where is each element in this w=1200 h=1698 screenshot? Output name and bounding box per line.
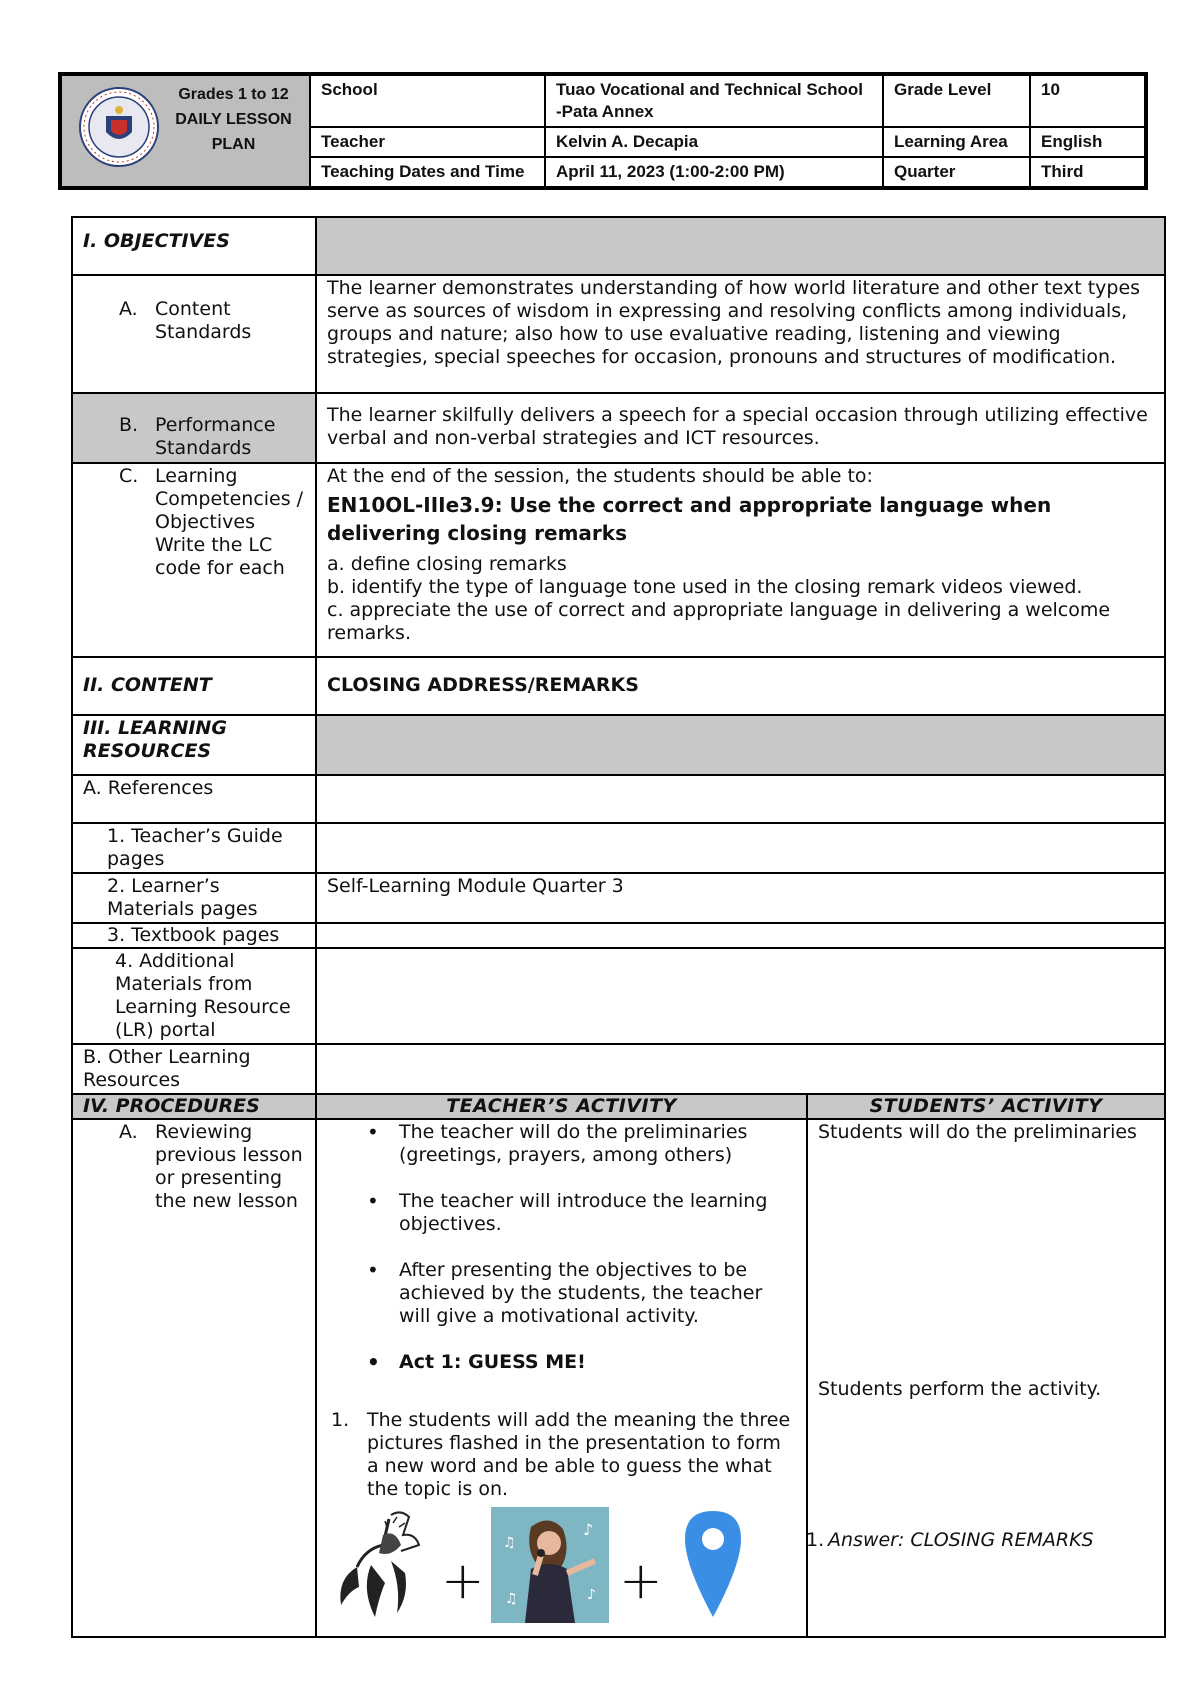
- performance-standards-text: The learner skilfully delivers a speech for a special occasion through utilizing effective verbal and non-verbal strategies and ICT resources.: [316, 393, 1165, 463]
- svg-text:♪: ♪: [583, 1520, 594, 1539]
- teaching-dates-value: April 11, 2023 (1:00-2:00 PM): [545, 157, 883, 188]
- reviewing-label-cell: [72, 1119, 316, 1637]
- content-standards-text: The learner demonstrates understanding of how world literature and other text types serve as sources of wisdom in expressing and resolving conflicts among individuals, groups and nature; also how to use evaluative reading, listening and viewing strategies, special speeches for occasion, pronouns and structures of modification.: [316, 275, 1165, 393]
- teachers-guide-value: [316, 823, 1165, 873]
- learners-materials-label-text: 2. Learner’s Materials pages: [107, 875, 258, 920]
- references-label: A. References: [72, 775, 316, 823]
- content-heading: II. CONTENT: [72, 657, 316, 715]
- svg-text:♫: ♫: [503, 1535, 516, 1551]
- student-activity-1: Students will do the preliminaries: [818, 1121, 1137, 1143]
- objective-b: b. identify the type of language tone used in the closing remark videos viewed.: [327, 576, 1083, 598]
- learning-competencies-label-cell: [72, 463, 316, 657]
- learning-resources-heading-fill: [316, 715, 1165, 775]
- quarter-value: Third: [1030, 157, 1146, 188]
- competency-intro: At the end of the session, the students should be able to:: [327, 465, 873, 487]
- additional-materials-label: [72, 948, 316, 1044]
- teacher-bullet-list: [327, 1121, 796, 1374]
- textbook-pages-label-text: 3. Textbook pages: [107, 924, 280, 946]
- logo-cell: [60, 74, 310, 188]
- step-1-number: 1.: [331, 1409, 350, 1431]
- competency-code: EN10OL-IIIe3.9: Use the correct and appropriate language when delivering closing remarks: [327, 493, 1052, 545]
- header-table: [58, 72, 1148, 190]
- answer-row: [806, 1529, 1154, 1552]
- learning-area-label: Learning Area: [883, 127, 1030, 157]
- objective-c: c. appreciate the use of correct and appropriate language in delivering a welcome remarks.: [327, 599, 1111, 644]
- bullet-objectives: • The teacher will introduce the learning objectives.: [367, 1190, 796, 1236]
- textbook-pages-label: [72, 923, 316, 948]
- performance-standards-label: Performance Standards: [155, 414, 276, 459]
- performance-standards-label-cell: [72, 393, 316, 463]
- students-activity-cell: [807, 1119, 1165, 1637]
- svg-text:♫: ♫: [505, 1591, 518, 1607]
- plan-title-line-2: DAILY LESSON: [175, 111, 292, 128]
- school-value: Tuao Vocational and Technical School -Pata Annex: [545, 74, 883, 127]
- teaching-dates-label: Teaching Dates and Time: [310, 157, 545, 188]
- lesson-plan-table: [71, 216, 1166, 1638]
- step-1: [331, 1409, 796, 1501]
- objective-a: a. define closing remarks: [327, 553, 567, 575]
- bullet-preliminaries: • The teacher will do the preliminaries (greetings, prayers, among others): [367, 1121, 796, 1167]
- content-standards-label-cell: [72, 275, 316, 393]
- teachers-activity-heading: TEACHER’S ACTIVITY: [316, 1094, 807, 1119]
- teacher-value: Kelvin A. Decapia: [545, 127, 883, 157]
- other-resources-label: B. Other Learning Resources: [72, 1044, 316, 1094]
- objectives-heading: I. OBJECTIVES: [72, 217, 316, 275]
- step-1-text: The students will add the meaning the three pictures flashed in the presentation to form a new word and be able to guess the what the topic is on.: [367, 1409, 791, 1500]
- plus-sign-2: +: [619, 1551, 663, 1611]
- location-pin-icon: [683, 1509, 743, 1621]
- objectives-heading-fill: [316, 217, 1165, 275]
- bullet-motivation: • After presenting the objectives to be achieved by the students, the teacher will give a motivational activity.: [367, 1259, 796, 1328]
- plan-title-line-3: PLAN: [211, 136, 256, 153]
- plan-title-line-1: Grades 1 to 12: [178, 86, 289, 103]
- answer-text: Answer: CLOSING REMARKS: [828, 1529, 1094, 1551]
- content-value: CLOSING ADDRESS/REMARKS: [316, 657, 1165, 715]
- teachers-guide-label: [72, 823, 316, 873]
- additional-materials-label-text: 4. Additional Materials from Learning Resource (LR) portal: [115, 950, 291, 1041]
- claw-picture-icon: [331, 1505, 431, 1623]
- singer-picture-icon: [491, 1507, 609, 1623]
- activity-steps: [327, 1409, 796, 1501]
- learning-competencies-label: Learning Competencies / Objectives Write the LC code for each: [155, 465, 304, 579]
- learning-competencies-cell: [316, 463, 1165, 657]
- procedures-heading: IV. PROCEDURES: [72, 1094, 316, 1119]
- learning-area-value: English: [1030, 127, 1146, 157]
- answer-number: 1.: [806, 1529, 825, 1551]
- learners-materials-value: Self-Learning Module Quarter 3: [316, 873, 1165, 923]
- textbook-pages-value: [316, 923, 1165, 948]
- students-activity-heading: STUDENTS’ ACTIVITY: [807, 1094, 1165, 1119]
- references-value: [316, 775, 1165, 823]
- reviewing-label: Reviewing previous lesson or presenting the new lesson: [155, 1121, 303, 1212]
- performance-standards-letter: B.: [119, 414, 139, 436]
- additional-materials-value: [316, 948, 1165, 1044]
- deped-seal-icon: [78, 86, 160, 168]
- other-resources-value: [316, 1044, 1165, 1094]
- grade-level-label: Grade Level: [883, 74, 1030, 127]
- teachers-guide-label-text: 1. Teacher’s Guide pages: [107, 825, 283, 870]
- learning-resources-heading: III. LEARNING RESOURCES: [72, 715, 316, 775]
- guess-me-pictures: [327, 1505, 796, 1623]
- learning-competencies-letter: C.: [119, 465, 139, 487]
- quarter-label: Quarter: [883, 157, 1030, 188]
- plus-sign-1: +: [441, 1551, 485, 1611]
- school-label: School: [310, 74, 545, 127]
- teacher-label: Teacher: [310, 127, 545, 157]
- content-standards-letter: A.: [119, 298, 138, 320]
- reviewing-letter: A.: [119, 1121, 138, 1143]
- content-standards-label: Content Standards: [155, 298, 252, 343]
- student-activity-2: Students perform the activity.: [818, 1378, 1102, 1400]
- teachers-activity-cell: [316, 1119, 807, 1637]
- svg-text:♪: ♪: [587, 1587, 596, 1603]
- bullet-activity-title: • Act 1: GUESS ME!: [367, 1351, 796, 1374]
- grade-level-value: 10: [1030, 74, 1146, 127]
- learners-materials-label: [72, 873, 316, 923]
